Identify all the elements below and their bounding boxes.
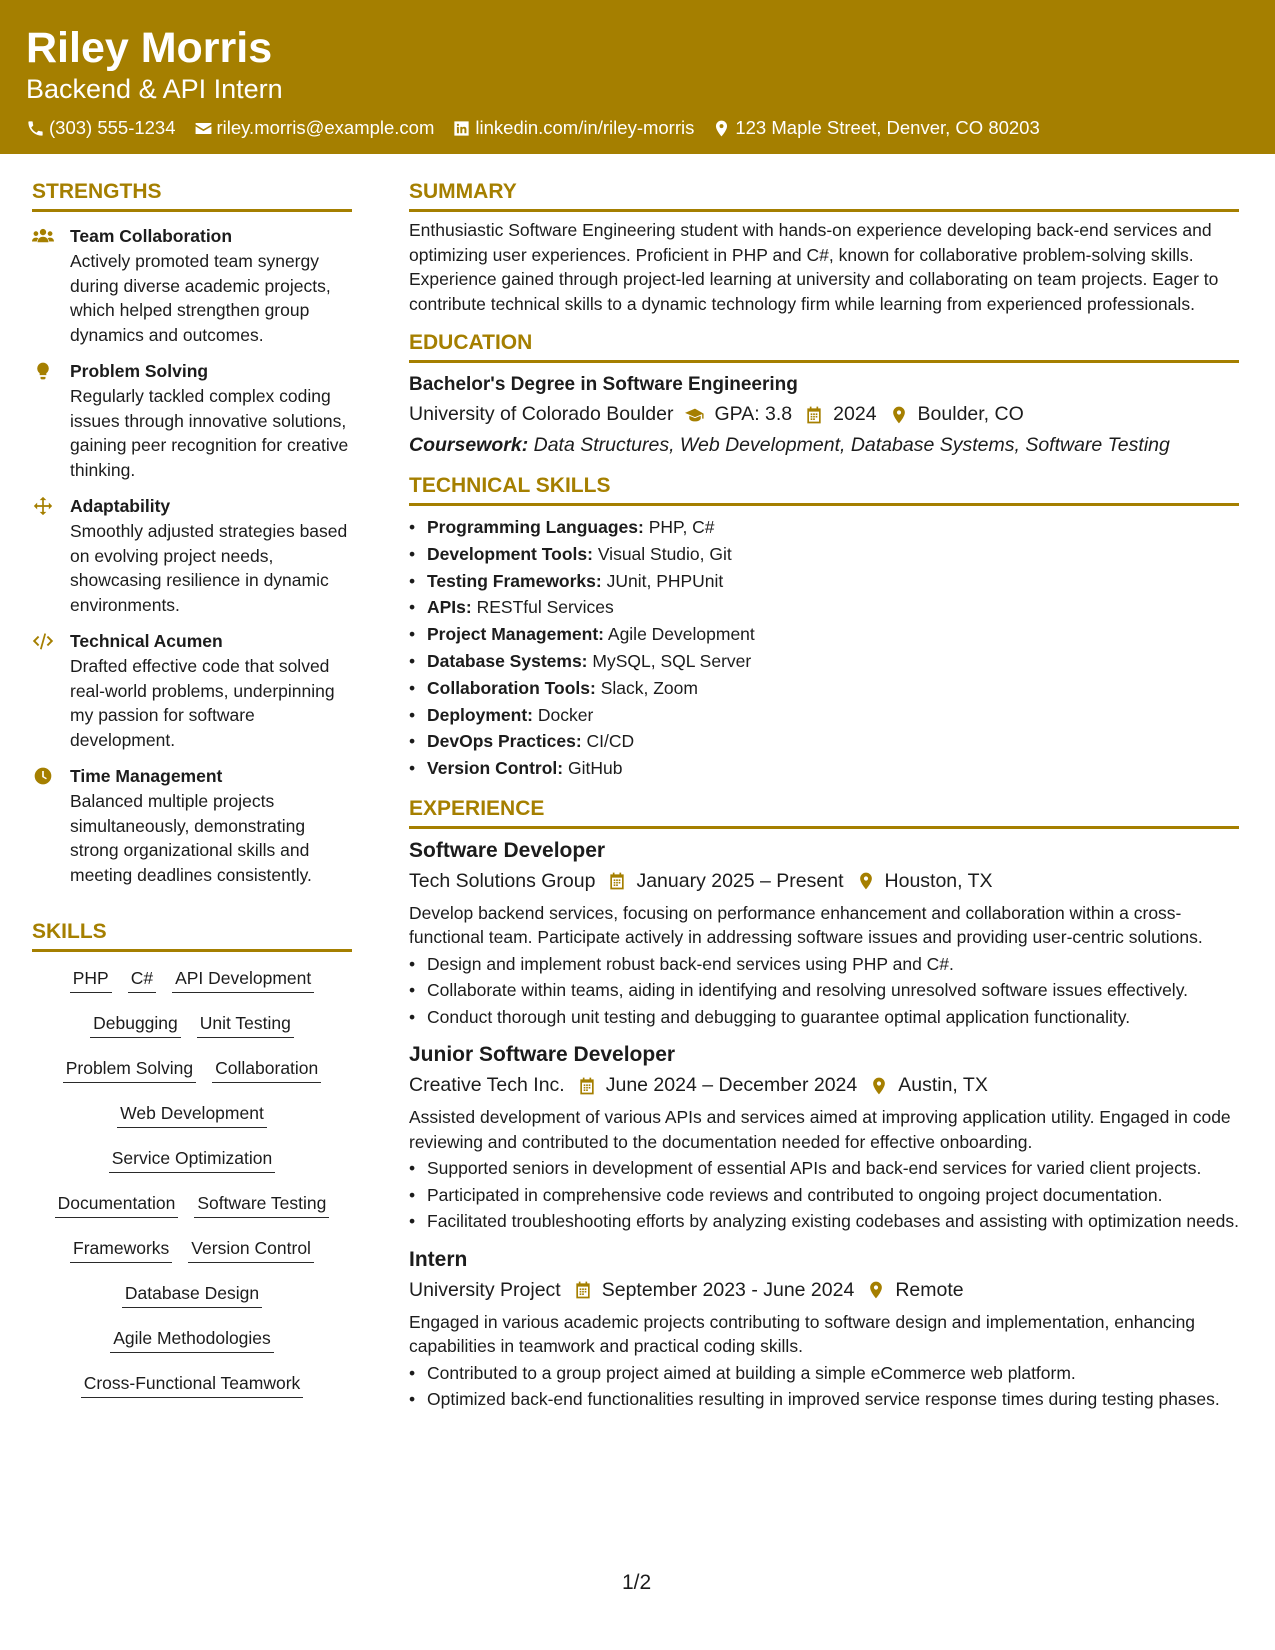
skill-value: CI/CD (586, 731, 635, 752)
job-dates: September 2023 - June 2024 (601, 1278, 855, 1301)
job-bullets (409, 952, 1239, 1030)
job-title: Intern (409, 1247, 468, 1271)
calendar-icon (577, 1076, 597, 1096)
job-meta (409, 866, 1239, 897)
linkedin-text: linkedin.com/in/riley-morris (475, 117, 695, 138)
strength-text: Actively promoted team synergy during diverse academic projects, which helped strengthen group dynamics and outcomes. (70, 251, 331, 345)
strength-item (32, 494, 352, 617)
job-bullets (409, 1361, 1239, 1412)
skill-row (32, 1056, 352, 1101)
summary-heading: SUMMARY (409, 177, 1239, 212)
job-entry (409, 1244, 1239, 1412)
strength-text: Drafted effective code that solved real-world problems, underpinning my passion for software development. (70, 656, 335, 750)
contact-linkedin[interactable] (452, 114, 694, 142)
skill-row (32, 1011, 352, 1056)
contact-phone[interactable] (26, 114, 176, 142)
resume-header (0, 0, 1275, 154)
job-dates: January 2025 – Present (636, 869, 844, 892)
candidate-name: Riley Morris (26, 24, 273, 72)
skill-label: Version Control: (427, 758, 564, 779)
users-icon (32, 226, 54, 246)
coursework-text: Data Structures, Web Development, Database Systems, Software Testing (533, 434, 1170, 456)
job-meta (409, 1070, 1239, 1101)
skill-tag: API Development (172, 966, 314, 993)
candidate-role: Backend & API Intern (26, 74, 283, 104)
strength-title: Team Collaboration (70, 226, 233, 246)
school-name: University of Colorado Boulder (409, 403, 674, 425)
skill-label: Collaboration Tools: (427, 677, 596, 698)
skills-heading: SKILLS (32, 917, 352, 952)
skill-tag: Service Optimization (109, 1146, 275, 1173)
strength-item (32, 359, 352, 482)
company-name: University Project (409, 1278, 561, 1301)
skill-tag: Debugging (90, 1011, 181, 1038)
skill-row (32, 1236, 352, 1281)
coursework-label: Coursework: (409, 434, 529, 456)
skill-label: Database Systems: (427, 650, 588, 671)
list-item (409, 648, 1239, 675)
envelope-icon (194, 119, 213, 138)
calendar-icon (607, 871, 627, 891)
skill-value: PHP, C# (648, 517, 715, 537)
skill-tag: Database Design (122, 1281, 262, 1308)
strength-item (32, 224, 352, 347)
calendar-icon (573, 1280, 593, 1300)
left-column (32, 177, 352, 1416)
list-item (409, 514, 1239, 541)
map-pin-icon (856, 871, 876, 891)
strength-title: Problem Solving (70, 361, 209, 381)
experience-heading: EXPERIENCE (409, 794, 1239, 829)
code-icon (32, 631, 54, 651)
company-name: Creative Tech Inc. (409, 1074, 565, 1097)
job-description: Assisted development of various APIs and services aimed at improving application utility. Engaged in code reviewing and contributed to the documentation needed for effective onboarding. (409, 1107, 1231, 1152)
strength-item (32, 629, 352, 752)
skill-label: APIs: (427, 597, 472, 618)
skill-label: DevOps Practices: (427, 731, 582, 752)
list-item (409, 702, 1239, 729)
strength-text: Smoothly adjusted strategies based on evolving project needs, showcasing resilience in dynamic environments. (70, 521, 348, 615)
skills-tags (32, 966, 352, 1416)
strength-text: Regularly tackled complex coding issues through innovative solutions, gaining peer recognition for creative thinking. (70, 386, 349, 480)
skill-label: Development Tools: (427, 543, 593, 564)
skill-tag: Agile Methodologies (110, 1326, 274, 1353)
graduation-year: 2024 (833, 403, 877, 425)
map-pin-icon (712, 119, 731, 138)
map-pin-icon (889, 405, 909, 425)
technical-skills-heading: TECHNICAL SKILLS (409, 471, 1239, 506)
job-location: Houston, TX (884, 869, 993, 892)
strength-text: Balanced multiple projects simultaneously, demonstrating strong organizational skills and meeting deadlines consistently. (70, 791, 312, 885)
lightbulb-icon (32, 361, 54, 381)
page-number: 1/2 (622, 1571, 652, 1594)
skill-tag: Cross-Functional Teamwork (81, 1371, 304, 1398)
job-entry (409, 1039, 1239, 1234)
skill-tag: Version Control (188, 1236, 314, 1263)
skill-row (32, 1101, 352, 1146)
phone-icon (26, 119, 45, 138)
list-item: • Design and implement robust back-end services using PHP and C#. (409, 952, 1239, 977)
skill-label: Testing Frameworks: (427, 570, 602, 591)
job-location: Austin, TX (898, 1074, 988, 1097)
contact-email[interactable] (194, 114, 435, 142)
linkedin-icon (452, 119, 471, 138)
skill-value: JUnit, PHPUnit (606, 570, 724, 591)
skill-row (32, 1326, 352, 1371)
strength-title: Technical Acumen (70, 631, 223, 651)
list-item (409, 541, 1239, 568)
clock-icon (32, 766, 54, 786)
job-title: Software Developer (409, 838, 606, 862)
skill-label: Project Management: (427, 624, 604, 645)
coursework-line (409, 430, 1239, 461)
job-dates: June 2024 – December 2024 (605, 1074, 858, 1097)
calendar-icon (804, 405, 824, 425)
graduation-cap-icon (685, 405, 705, 425)
strengths-heading: STRENGTHS (32, 177, 352, 212)
company-name: Tech Solutions Group (409, 869, 596, 892)
skill-label: Deployment: (427, 704, 533, 725)
list-item (409, 621, 1239, 648)
job-location: Remote (895, 1278, 964, 1301)
skill-tag: PHP (70, 966, 112, 993)
job-entry (409, 835, 1239, 1030)
list-item: • Participated in comprehensive code reviews and contributed to ongoing project documentation. (409, 1183, 1239, 1208)
skill-row (32, 1191, 352, 1236)
contact-bar (26, 114, 1058, 142)
skill-value: Visual Studio, Git (597, 543, 732, 564)
skill-value: MySQL, SQL Server (592, 650, 752, 671)
phone-text: (303) 555-1234 (49, 117, 176, 138)
skill-tag: Frameworks (70, 1236, 172, 1263)
list-item (409, 568, 1239, 595)
arrows-move-icon (32, 496, 54, 516)
gpa-text: GPA: 3.8 (714, 403, 793, 425)
skill-row (32, 1146, 352, 1191)
job-description: Develop backend services, focusing on performance enhancement and collaboration within a cross-functional team. Participate actively in addressing software issues and providing user-centric solutions. (409, 902, 1203, 948)
strength-title: Adaptability (70, 496, 171, 516)
skill-row (32, 966, 352, 1011)
list-item: • Optimized back-end functionalities resulting in improved service response times during testing phases. (409, 1387, 1239, 1412)
strength-title: Time Management (70, 766, 223, 786)
skill-tag: Documentation (55, 1191, 179, 1218)
skill-label: Programming Languages: (427, 517, 644, 537)
skill-row (32, 1371, 352, 1416)
job-title: Junior Software Developer (409, 1043, 676, 1067)
list-item: • Collaborate within teams, aiding in identifying and resolving unresolved software issues effectively. (409, 978, 1239, 1003)
list-item (409, 755, 1239, 782)
list-item: • Contributed to a group project aimed at building a simple eCommerce web platform. (409, 1361, 1239, 1386)
skill-tag: Software Testing (194, 1191, 329, 1218)
skill-tag: Unit Testing (197, 1011, 294, 1038)
email-text: riley.morris@example.com (216, 117, 435, 138)
map-pin-icon (869, 1076, 889, 1096)
list-item (409, 728, 1239, 755)
skill-value: Agile Development (607, 624, 755, 645)
skill-tag: Collaboration (212, 1056, 321, 1083)
strength-item (32, 764, 352, 887)
skill-tag: Web Development (117, 1101, 267, 1128)
skill-row (32, 1281, 352, 1326)
job-bullets (409, 1156, 1239, 1234)
summary-text: Enthusiastic Software Engineering student with hands-on experience developing back-end services and optimizing user experiences. Proficient in PHP and C#, known for collaborative problem-solving skills. Experience gained through project-led learning at university and collaborating on team projects. Eager to contribute technical skills to a dynamic technology firm while learning from experienced professionals. (409, 220, 1219, 314)
degree-title: Bachelor's Degree in Software Engineering (409, 374, 798, 395)
education-location: Boulder, CO (917, 403, 1024, 425)
skill-tag: C# (128, 966, 156, 993)
job-meta (409, 1275, 1239, 1306)
skill-value: RESTful Services (476, 597, 614, 618)
list-item: • Conduct thorough unit testing and debugging to guarantee optimal application functionality. (409, 1005, 1239, 1030)
list-item (409, 675, 1239, 702)
job-description: Engaged in various academic projects contributing to software design and implementation, enhancing capabilities in teamwork and practical coding skills. (409, 1311, 1196, 1357)
skill-tag: Problem Solving (63, 1056, 196, 1083)
address-text: 123 Maple Street, Denver, CO 80203 (735, 117, 1040, 138)
skill-value: Docker (537, 704, 594, 725)
education-meta (409, 399, 1239, 430)
technical-skills-list (409, 514, 1239, 782)
education-heading: EDUCATION (409, 328, 1239, 363)
skill-value: Slack, Zoom (600, 677, 698, 698)
list-item: • Supported seniors in development of essential APIs and back-end services for varied client projects. (409, 1156, 1239, 1181)
right-column (409, 177, 1239, 1422)
map-pin-icon (866, 1280, 886, 1300)
contact-address (712, 114, 1039, 142)
list-item (409, 594, 1239, 621)
list-item: • Facilitated troubleshooting efforts by analyzing existing codebases and assisting with optimization needs. (409, 1209, 1239, 1234)
skill-value: GitHub (568, 758, 623, 779)
